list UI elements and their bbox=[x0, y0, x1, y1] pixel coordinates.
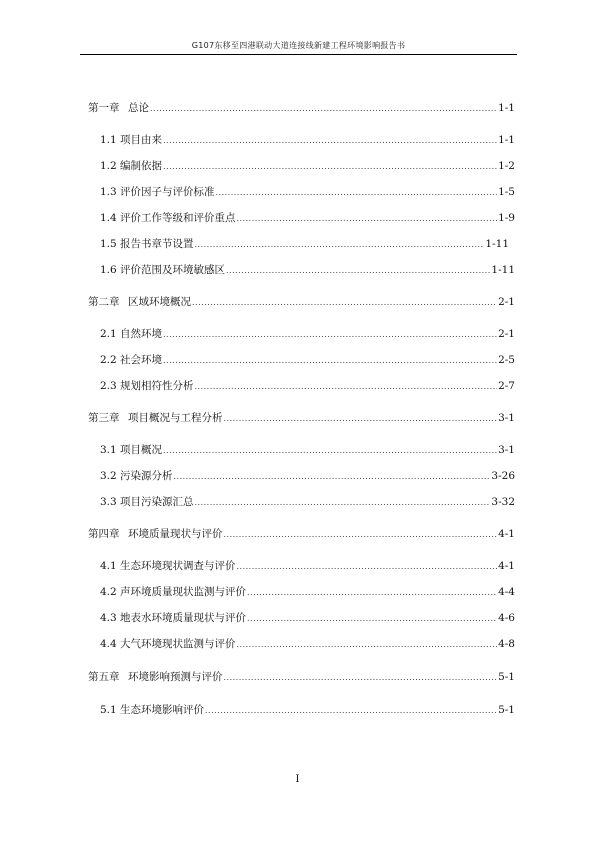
running-header: G107东移至四港联动大道连接线新建工程环境影响报告书 bbox=[191, 41, 406, 50]
toc-section-entry[interactable] bbox=[100, 559, 515, 574]
toc-entry-page: 5-1 bbox=[498, 671, 515, 683]
toc-entry-title: 地表水环境质量现状与评价 bbox=[120, 612, 246, 624]
toc-section-entry[interactable] bbox=[100, 443, 515, 458]
toc-entry-title: 评价范围及环境敏感区 bbox=[120, 264, 225, 276]
toc-entry-page: 1-11 bbox=[485, 238, 509, 250]
toc-chapter-entry[interactable] bbox=[88, 295, 515, 310]
dot-leader bbox=[205, 704, 497, 718]
dot-leader bbox=[195, 238, 485, 252]
toc-entry-page: 2-1 bbox=[498, 296, 515, 308]
toc-entry-number: 4.3 bbox=[100, 612, 117, 624]
toc-entry-title: 环境影响预测与评价 bbox=[128, 671, 223, 683]
toc-entry-title: 评价工作等级和评价重点 bbox=[120, 212, 236, 224]
dot-leader bbox=[224, 671, 498, 685]
toc-entry-number: 第五章 bbox=[88, 671, 120, 683]
toc-entry-title: 大气环境现状监测与评价 bbox=[120, 638, 236, 650]
toc-entry-number: 3.1 bbox=[100, 444, 117, 456]
toc-entry-page: 3-1 bbox=[498, 412, 515, 424]
toc-entry-page: 4-1 bbox=[498, 560, 515, 572]
toc-section-entry[interactable] bbox=[100, 637, 515, 652]
dot-leader bbox=[224, 528, 498, 542]
toc-entry-title: 报告书章节设置 bbox=[120, 238, 194, 250]
toc-section-entry[interactable] bbox=[100, 237, 509, 252]
toc-entry-number: 5.1 bbox=[100, 704, 117, 716]
toc-entry-page: 1-5 bbox=[498, 186, 515, 198]
toc-section-entry[interactable] bbox=[100, 703, 515, 718]
toc-section-entry[interactable] bbox=[100, 585, 515, 600]
toc-entry-title: 环境质量现状与评价 bbox=[128, 528, 223, 540]
toc-section-entry[interactable] bbox=[100, 263, 515, 278]
toc-entry-title: 评价因子与评价标准 bbox=[120, 186, 215, 198]
toc-section-entry[interactable] bbox=[100, 327, 515, 342]
toc-section-entry[interactable] bbox=[100, 469, 515, 484]
dot-leader bbox=[163, 160, 497, 174]
toc-chapter-entry[interactable] bbox=[88, 670, 515, 685]
toc-entry-number: 第四章 bbox=[88, 528, 120, 540]
dot-leader bbox=[237, 638, 498, 652]
dot-leader bbox=[150, 102, 497, 116]
toc-section-entry[interactable] bbox=[100, 611, 515, 626]
toc-entry-number: 第一章 bbox=[88, 102, 120, 114]
toc-entry-page: 1-2 bbox=[498, 160, 515, 172]
toc-entry-title: 声环境质量现状监测与评价 bbox=[120, 586, 246, 598]
toc-entry-page: 4-8 bbox=[498, 638, 515, 650]
dot-leader bbox=[247, 612, 497, 626]
toc-entry-page: 3-32 bbox=[491, 496, 515, 508]
toc-entry-number: 3.3 bbox=[100, 496, 117, 508]
toc-entry-title: 总论 bbox=[128, 102, 149, 114]
header-rule bbox=[80, 54, 517, 55]
page-number: I bbox=[295, 774, 300, 785]
toc-entry-number: 2.2 bbox=[100, 354, 117, 366]
toc-entry-page: 1-1 bbox=[498, 102, 515, 114]
dot-leader bbox=[174, 470, 491, 484]
toc-entry-number: 1.1 bbox=[100, 134, 117, 146]
toc-entry-number: 2.1 bbox=[100, 328, 117, 340]
toc-section-entry[interactable] bbox=[100, 211, 515, 226]
dot-leader bbox=[224, 412, 498, 426]
toc-entry-title: 编制依据 bbox=[120, 160, 162, 172]
toc-entry-number: 4.4 bbox=[100, 638, 117, 650]
toc-entry-title: 区域环境概况 bbox=[128, 296, 191, 308]
toc-entry-page: 4-4 bbox=[498, 586, 515, 598]
toc-entry-title: 项目由来 bbox=[120, 134, 162, 146]
toc-entry-page: 4-6 bbox=[498, 612, 515, 624]
dot-leader bbox=[247, 586, 497, 600]
dot-leader bbox=[195, 380, 498, 394]
toc-entry-title: 社会环境 bbox=[120, 354, 162, 366]
toc-entry-page: 2-5 bbox=[498, 354, 515, 366]
toc-entry-number: 1.4 bbox=[100, 212, 117, 224]
toc-entry-title: 自然环境 bbox=[120, 328, 162, 340]
dot-leader bbox=[192, 296, 497, 310]
toc-entry-title: 项目概况 bbox=[120, 444, 162, 456]
toc-entry-title: 生态环境现状调查与评价 bbox=[120, 560, 236, 572]
toc-section-entry[interactable] bbox=[100, 159, 515, 174]
dot-leader bbox=[163, 328, 497, 342]
toc-chapter-entry[interactable] bbox=[88, 527, 515, 542]
toc-entry-number: 第三章 bbox=[88, 412, 120, 424]
toc-entry-number: 1.6 bbox=[100, 264, 117, 276]
toc-entry-number: 2.3 bbox=[100, 380, 117, 392]
toc-entry-number: 4.2 bbox=[100, 586, 117, 598]
dot-leader bbox=[216, 186, 498, 200]
toc-section-entry[interactable] bbox=[100, 495, 515, 510]
toc-section-entry[interactable] bbox=[100, 133, 515, 148]
toc-section-entry[interactable] bbox=[100, 353, 515, 368]
toc-section-entry[interactable] bbox=[100, 185, 515, 200]
toc-entry-page: 5-1 bbox=[498, 704, 515, 716]
toc-entry-number: 4.1 bbox=[100, 560, 117, 572]
toc-entry-number: 1.5 bbox=[100, 238, 117, 250]
toc-entry-page: 1-11 bbox=[491, 264, 515, 276]
toc-entry-number: 1.2 bbox=[100, 160, 117, 172]
toc-entry-page: 2-1 bbox=[498, 328, 515, 340]
toc-entry-number: 3.2 bbox=[100, 470, 117, 482]
toc-chapter-entry[interactable] bbox=[88, 101, 515, 116]
dot-leader bbox=[237, 212, 498, 226]
toc-entry-page: 4-1 bbox=[498, 528, 515, 540]
toc-entry-page: 1-1 bbox=[498, 134, 515, 146]
toc-entry-page: 1-9 bbox=[498, 212, 515, 224]
toc-entry-title: 污染源分析 bbox=[120, 470, 173, 482]
toc-entry-page: 3-1 bbox=[498, 444, 515, 456]
dot-leader bbox=[163, 444, 497, 458]
dot-leader bbox=[163, 134, 497, 148]
toc-entry-number: 1.3 bbox=[100, 186, 117, 198]
dot-leader bbox=[237, 560, 498, 574]
dot-leader bbox=[163, 354, 497, 368]
toc-chapter-entry[interactable] bbox=[88, 411, 515, 426]
dot-leader bbox=[226, 264, 490, 278]
dot-leader bbox=[195, 496, 491, 510]
toc-entry-page: 2-7 bbox=[498, 380, 515, 392]
toc-entry-title: 生态环境影响评价 bbox=[120, 704, 204, 716]
toc-entry-number: 第二章 bbox=[88, 296, 120, 308]
toc-entry-title: 项目概况与工程分析 bbox=[128, 412, 223, 424]
toc-entry-title: 项目污染源汇总 bbox=[120, 496, 194, 508]
toc-section-entry[interactable] bbox=[100, 379, 515, 394]
toc-entry-page: 3-26 bbox=[491, 470, 515, 482]
toc-entry-title: 规划相符性分析 bbox=[120, 380, 194, 392]
